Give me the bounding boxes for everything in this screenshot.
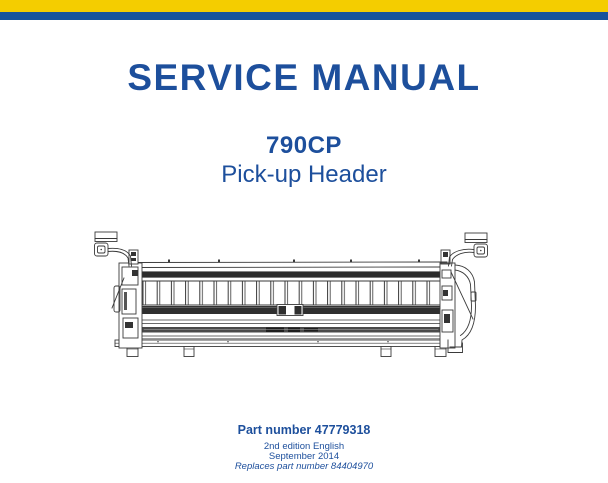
model-number: 790CP <box>266 132 342 159</box>
top-yellow-bar <box>0 0 608 12</box>
pickup-header-drawing <box>88 226 500 358</box>
replaces-part-number-line: Replaces part number 84404970 <box>234 461 374 472</box>
edition-line: 2nd edition English <box>263 441 345 452</box>
top-blue-bar <box>0 12 608 20</box>
part-number-line: Part number 47779318 <box>237 423 371 437</box>
product-name: Pick-up Header <box>221 161 387 188</box>
date-line: September 2014 <box>268 451 340 462</box>
page-title: SERVICE MANUAL <box>127 57 481 98</box>
